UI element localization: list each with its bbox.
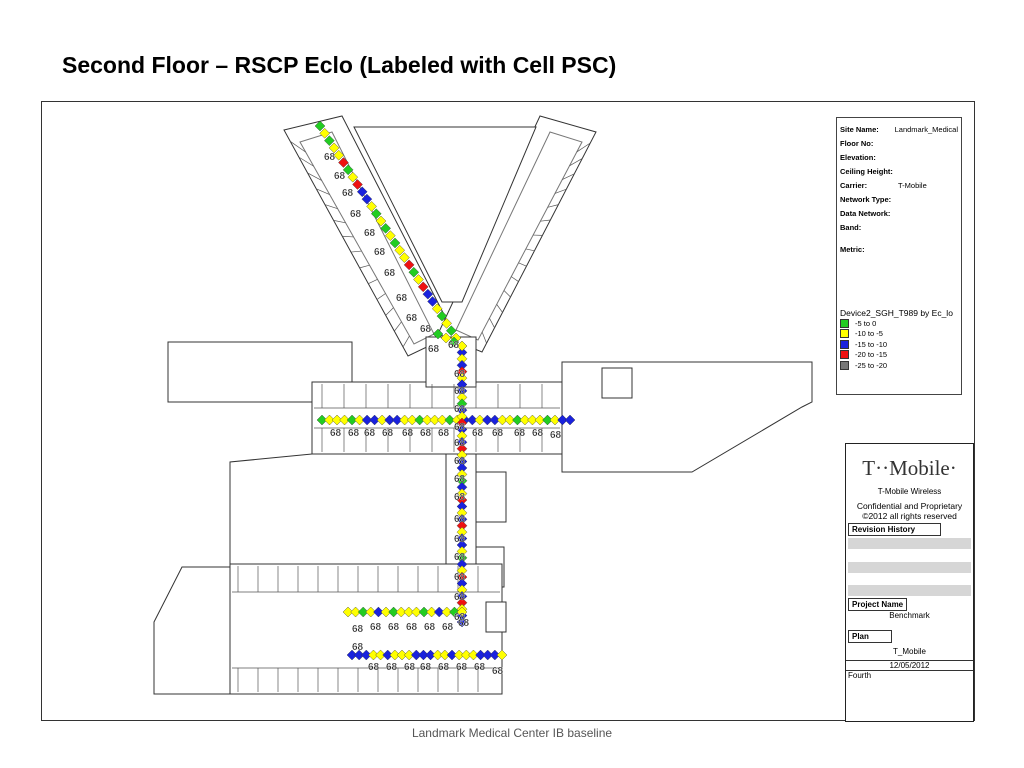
- info-key: Floor No:: [840, 138, 874, 148]
- revision-row-2: [848, 562, 971, 573]
- floor-plan-frame: [41, 101, 975, 721]
- right-annex: [562, 362, 812, 472]
- psc-label: 68: [454, 572, 466, 583]
- psc-label: 68: [472, 428, 484, 439]
- plan-value: T_Mobile: [893, 647, 926, 656]
- legend-item: [840, 318, 958, 329]
- psc-label: 68: [396, 293, 408, 304]
- psc-label: 68: [324, 152, 336, 163]
- legend-item: [840, 329, 958, 340]
- site-info-panel: [836, 117, 962, 395]
- copyright-text: ©2012 all rights reserved: [862, 511, 957, 521]
- side-stub-1: [476, 472, 506, 522]
- info-key: Site Name:: [840, 124, 879, 134]
- revision-row-3: [848, 585, 971, 596]
- psc-label: 68: [384, 268, 396, 279]
- psc-label: 68: [454, 456, 466, 467]
- psc-label: 68: [334, 171, 346, 182]
- company-name: T-Mobile Wireless: [877, 487, 942, 496]
- info-row: [840, 192, 958, 206]
- psc-label: 68: [474, 662, 486, 673]
- psc-label: 68: [424, 622, 436, 633]
- building-walls: [154, 116, 812, 694]
- legend-swatch: [840, 361, 849, 370]
- psc-label: 68: [404, 662, 416, 673]
- info-row: [840, 220, 958, 234]
- info-row: [840, 122, 958, 136]
- right-small-room: [602, 368, 632, 398]
- legend-label: -5 to 0: [855, 318, 877, 328]
- psc-label: 68: [492, 428, 504, 439]
- psc-label: 68: [350, 209, 362, 220]
- psc-label: 68: [406, 313, 418, 324]
- info-row: [840, 178, 958, 192]
- psc-label: 68: [368, 662, 380, 673]
- info-row: [840, 136, 958, 150]
- psc-label: 68: [454, 422, 466, 433]
- psc-label: 68: [458, 618, 470, 629]
- psc-label: 68: [438, 662, 450, 673]
- footer-caption: Landmark Medical Center IB baseline: [411, 726, 613, 740]
- revision-history-label: Revision History: [848, 523, 941, 536]
- psc-label: 68: [406, 622, 418, 633]
- psc-label: 68: [454, 404, 466, 415]
- t-mobile-logo: T··Mobile·: [862, 456, 957, 480]
- psc-label: 68: [438, 428, 450, 439]
- confidential-text: Confidential and Proprietary: [856, 501, 963, 511]
- floor-value: Fourth: [846, 670, 973, 680]
- psc-label: 68: [448, 340, 460, 351]
- legend-label: -20 to -15: [855, 350, 888, 360]
- info-row: [840, 150, 958, 164]
- title-block: [845, 443, 974, 722]
- psc-label: 68: [386, 662, 398, 673]
- psc-label: 68: [454, 438, 466, 449]
- legend-swatch: [840, 329, 849, 338]
- legend-label: -15 to -10: [855, 339, 888, 349]
- psc-label: 68: [454, 514, 466, 525]
- psc-label: 68: [454, 612, 466, 623]
- psc-label: 68: [352, 642, 364, 653]
- legend-swatch: [840, 340, 849, 349]
- legend-label: -25 to -20: [855, 360, 888, 370]
- project-name-value: Benchmark: [889, 611, 930, 620]
- psc-label: 68: [364, 228, 376, 239]
- psc-label: 68: [348, 428, 360, 439]
- psc-label: 68: [402, 428, 414, 439]
- info-value: T-Mobile: [898, 180, 927, 190]
- psc-label: 68: [532, 428, 544, 439]
- psc-label: 68: [454, 369, 466, 380]
- revision-row-1: [848, 538, 971, 549]
- legend-item: [840, 360, 958, 371]
- plan-label: Plan: [848, 630, 892, 643]
- info-row: [840, 206, 958, 220]
- legend-item: [840, 350, 958, 361]
- info-value: Landmark_Medical: [894, 124, 958, 134]
- psc-label: 68: [420, 324, 432, 335]
- psc-label: 68: [514, 428, 526, 439]
- psc-label: 68: [420, 662, 432, 673]
- psc-label: 68: [550, 430, 562, 441]
- info-key: Metric:: [840, 244, 865, 254]
- psc-label: 68: [352, 624, 364, 635]
- psc-label: 68: [454, 534, 466, 545]
- slide-title: Second Floor – RSCP Eclo (Labeled with Cell PSC): [62, 52, 617, 78]
- info-row: [840, 242, 958, 256]
- psc-label: 68: [454, 552, 466, 563]
- info-key: Band:: [840, 222, 862, 232]
- bottom-right-room: [486, 602, 506, 632]
- psc-label: 68: [454, 592, 466, 603]
- psc-label: 68: [454, 386, 466, 397]
- psc-label: 68: [456, 662, 468, 673]
- psc-label: 68: [330, 428, 342, 439]
- psc-label: 68: [428, 344, 440, 355]
- info-key: Data Network:: [840, 208, 891, 218]
- info-key: Elevation:: [840, 152, 876, 162]
- info-key: Carrier:: [840, 180, 868, 190]
- plan-date: 12/05/2012: [846, 660, 973, 670]
- legend-swatch: [840, 350, 849, 359]
- psc-label: 68: [370, 622, 382, 633]
- legend-title: Device2_SGH_T989 by Ec_lo: [840, 308, 953, 318]
- psc-label: 68: [342, 188, 354, 199]
- psc-label: 68: [420, 428, 432, 439]
- legend-item: [840, 339, 958, 350]
- psc-label: 68: [382, 428, 394, 439]
- psc-label: 68: [374, 247, 386, 258]
- psc-label: 68: [454, 492, 466, 503]
- psc-label: 68: [388, 622, 400, 633]
- psc-label: 68: [442, 622, 454, 633]
- info-row: [840, 164, 958, 178]
- psc-label: 68: [492, 666, 504, 677]
- info-key: Network Type:: [840, 194, 892, 204]
- legend-swatch: [840, 319, 849, 328]
- legend-label: -10 to -5: [855, 329, 883, 339]
- psc-label: 68: [364, 428, 376, 439]
- psc-label: 68: [454, 474, 466, 485]
- project-name-label: Project Name: [848, 598, 907, 611]
- info-key: Ceiling Height:: [840, 166, 893, 176]
